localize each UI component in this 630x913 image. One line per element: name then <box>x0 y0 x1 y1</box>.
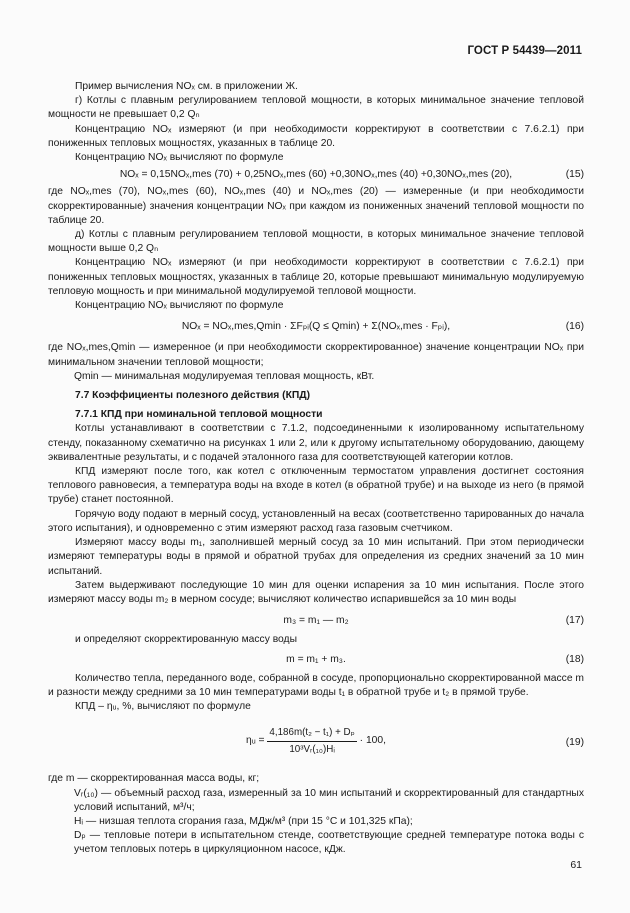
paragraph-mass: Измеряют массу воды m₁, заполнившей мерный сосуд за 10 мин испытаний. При этом периодически измеряют температуры воды в прямой и обратной трубах для определения из средних значений за 10 мин испытаний. <box>48 537 584 577</box>
paragraph-where-19-m: где m — скорректированная масса воды, кг; <box>48 773 260 785</box>
paragraph-where-19-d: Dₚ — тепловые потери в испытательном стенде, соответствующие средней температуре потока воды с учетом тепловых потерь в циркуляционном насосе, кДж. <box>74 830 584 856</box>
equation-16-number: (16) <box>565 321 584 333</box>
equation-18 <box>48 653 584 667</box>
paragraph-where-19-h: Hᵢ — низшая теплота сгорания газа, МДж/м³ (при 15 °С и 101,325 кПа); <box>74 815 413 827</box>
paragraph-install: Котлы устанавливают в соответствии с 7.1.2, подсоединенными к изолированному испытательному стенду, показанному схематично на рисунках 1 или 2, или к другому испытательному оборудованию, дающему эквивалентные результаты, и с подачей эталонного газа для соответствующей категории котлов. <box>48 423 584 463</box>
paragraph-d-calc: Концентрацию NOₓ вычисляют по формуле <box>75 300 284 312</box>
heading-7-7: 7.7 Коэффициенты полезного действия (КПД) <box>75 390 311 402</box>
paragraph-then: Затем выдерживают последующие 10 мин для оценки испарения за 10 мин испытания. После этого измеряют массу воды m₂ в мерном сосуде; вычисляют количество испарившейся за 10 мин воды <box>48 579 584 605</box>
paragraph-where-16-a: где NOₓ,mes,Qmin — измеренное (и при необходимости скорректированное) значение концентрации NOₓ при минимальном значении тепловой мощности; <box>48 342 584 368</box>
equation-19-denominator: 10³Vᵣ(₁₀)Hᵢ <box>289 743 335 755</box>
equation-18-body: m = m₁ + m₃. <box>286 653 346 665</box>
paragraph-kpd: КПД измеряют после того, как котел с отключенным термостатом управления достигнет состояния теплового равновесия, а температура воды на входе в котел (в обратной трубе) и на выходе из него (в прямой трубе) станет постоянной. <box>48 466 584 506</box>
equation-18-number: (18) <box>565 653 584 665</box>
page-number: 61 <box>570 859 582 871</box>
equation-16 <box>48 320 584 334</box>
paragraph-where-16-b: Qmin — минимальная модулируемая тепловая мощность, кВт. <box>74 370 375 382</box>
paragraph-example: Пример вычисления NOₓ см. в приложении Ж. <box>75 81 298 92</box>
equation-19 <box>48 726 584 760</box>
equation-19-lhs: ηᵤ = <box>246 735 265 747</box>
equation-15-number: (15) <box>565 169 584 181</box>
paragraph-hot-water: Горячую воду подают в мерный сосуд, установленный на весах (соответственно тарированных до начала этого испытания), и одновременно с этим измеряют расход газа газовым счетчиком. <box>48 508 584 534</box>
equation-17-body: m₃ = m₁ — m₂ <box>283 615 349 627</box>
equation-17 <box>48 614 584 628</box>
equation-15-body: NOₓ = 0,15NOₓ,mes (70) + 0,25NOₓ,mes (60) +0,30NOₓ,mes (40) +0,30NOₓ,mes (20), <box>119 169 513 181</box>
paragraph-and: и определяют скорректированную массу воды <box>75 634 297 646</box>
paragraph-g-measure: Концентрацию NOₓ измеряют (и при необходимости корректируют в соответствии с 7.6.2.1) при пониженных тепловых мощностях, указанных в таблице 20. <box>48 123 584 149</box>
equation-19-tail: · 100, <box>359 735 386 747</box>
paragraph-g-calc: Концентрацию NOₓ вычисляют по формуле <box>75 152 284 164</box>
heading-7-7-1: 7.7.1 КПД при номинальной тепловой мощности <box>75 409 323 421</box>
document-body <box>48 80 584 858</box>
paragraph-d-measure: Концентрацию NOₓ измеряют (и при необходимости корректируют в соответствии с 7.6.2.1) при пониженных тепловых мощностях, указанных в таблице 20, которые превышают минимальную модулируемую тепловую мощность и при минимальной модулируемой тепловой мощности. <box>48 257 584 297</box>
equation-17-number: (17) <box>565 615 584 627</box>
equation-15 <box>48 168 584 182</box>
equation-16-body: NOₓ = NOₓ,mes,Qmin · ΣFₚᵢ(Q ≤ Qmin) + Σ(NOₓ,mes · Fₚᵢ), <box>181 321 451 333</box>
equation-19-fraction <box>267 726 356 756</box>
paragraph-where-19-v: Vᵣ(₁₀) — объемный расход газа, измеренный за 10 мин испытаний и скорректированный для стандартных условий испытаний, м³/ч; <box>74 787 584 813</box>
paragraph-g-boilers: г) Котлы с плавным регулированием тепловой мощности, в которых минимальное значение тепловой мощности не превышает 0,2 Qₙ <box>48 95 584 121</box>
paragraph-d-boilers: д) Котлы с плавным регулированием тепловой мощности, в которых минимальное значение тепловой мощности выше 0,2 Qₙ <box>48 229 584 255</box>
paragraph-heat: Количество тепла, переданного воде, собранной в сосуде, пропорционально скорректированной массе m и разности между средними за 10 мин температурами воды t₁ в обратной трубе и t₂ в прямой трубе. <box>48 672 584 698</box>
equation-19-number: (19) <box>565 737 584 749</box>
paragraph-kpd-calc: КПД – ηᵤ, %, вычисляют по формуле <box>75 701 251 713</box>
standard-header: ГОСТ Р 54439—2011 <box>467 45 582 57</box>
paragraph-where-15: где NOₓ,mes (70), NOₓ,mes (60), NOₓ,mes (40) и NOₓ,mes (20) — измеренные (и при необходимости скорректированные) значения концентрации NOₓ при каждом из пониженных значений тепловой мощности по таблице 20. <box>48 186 584 226</box>
equation-19-numerator: 4,186m(t₂ − t₁) + Dₚ <box>267 726 356 742</box>
